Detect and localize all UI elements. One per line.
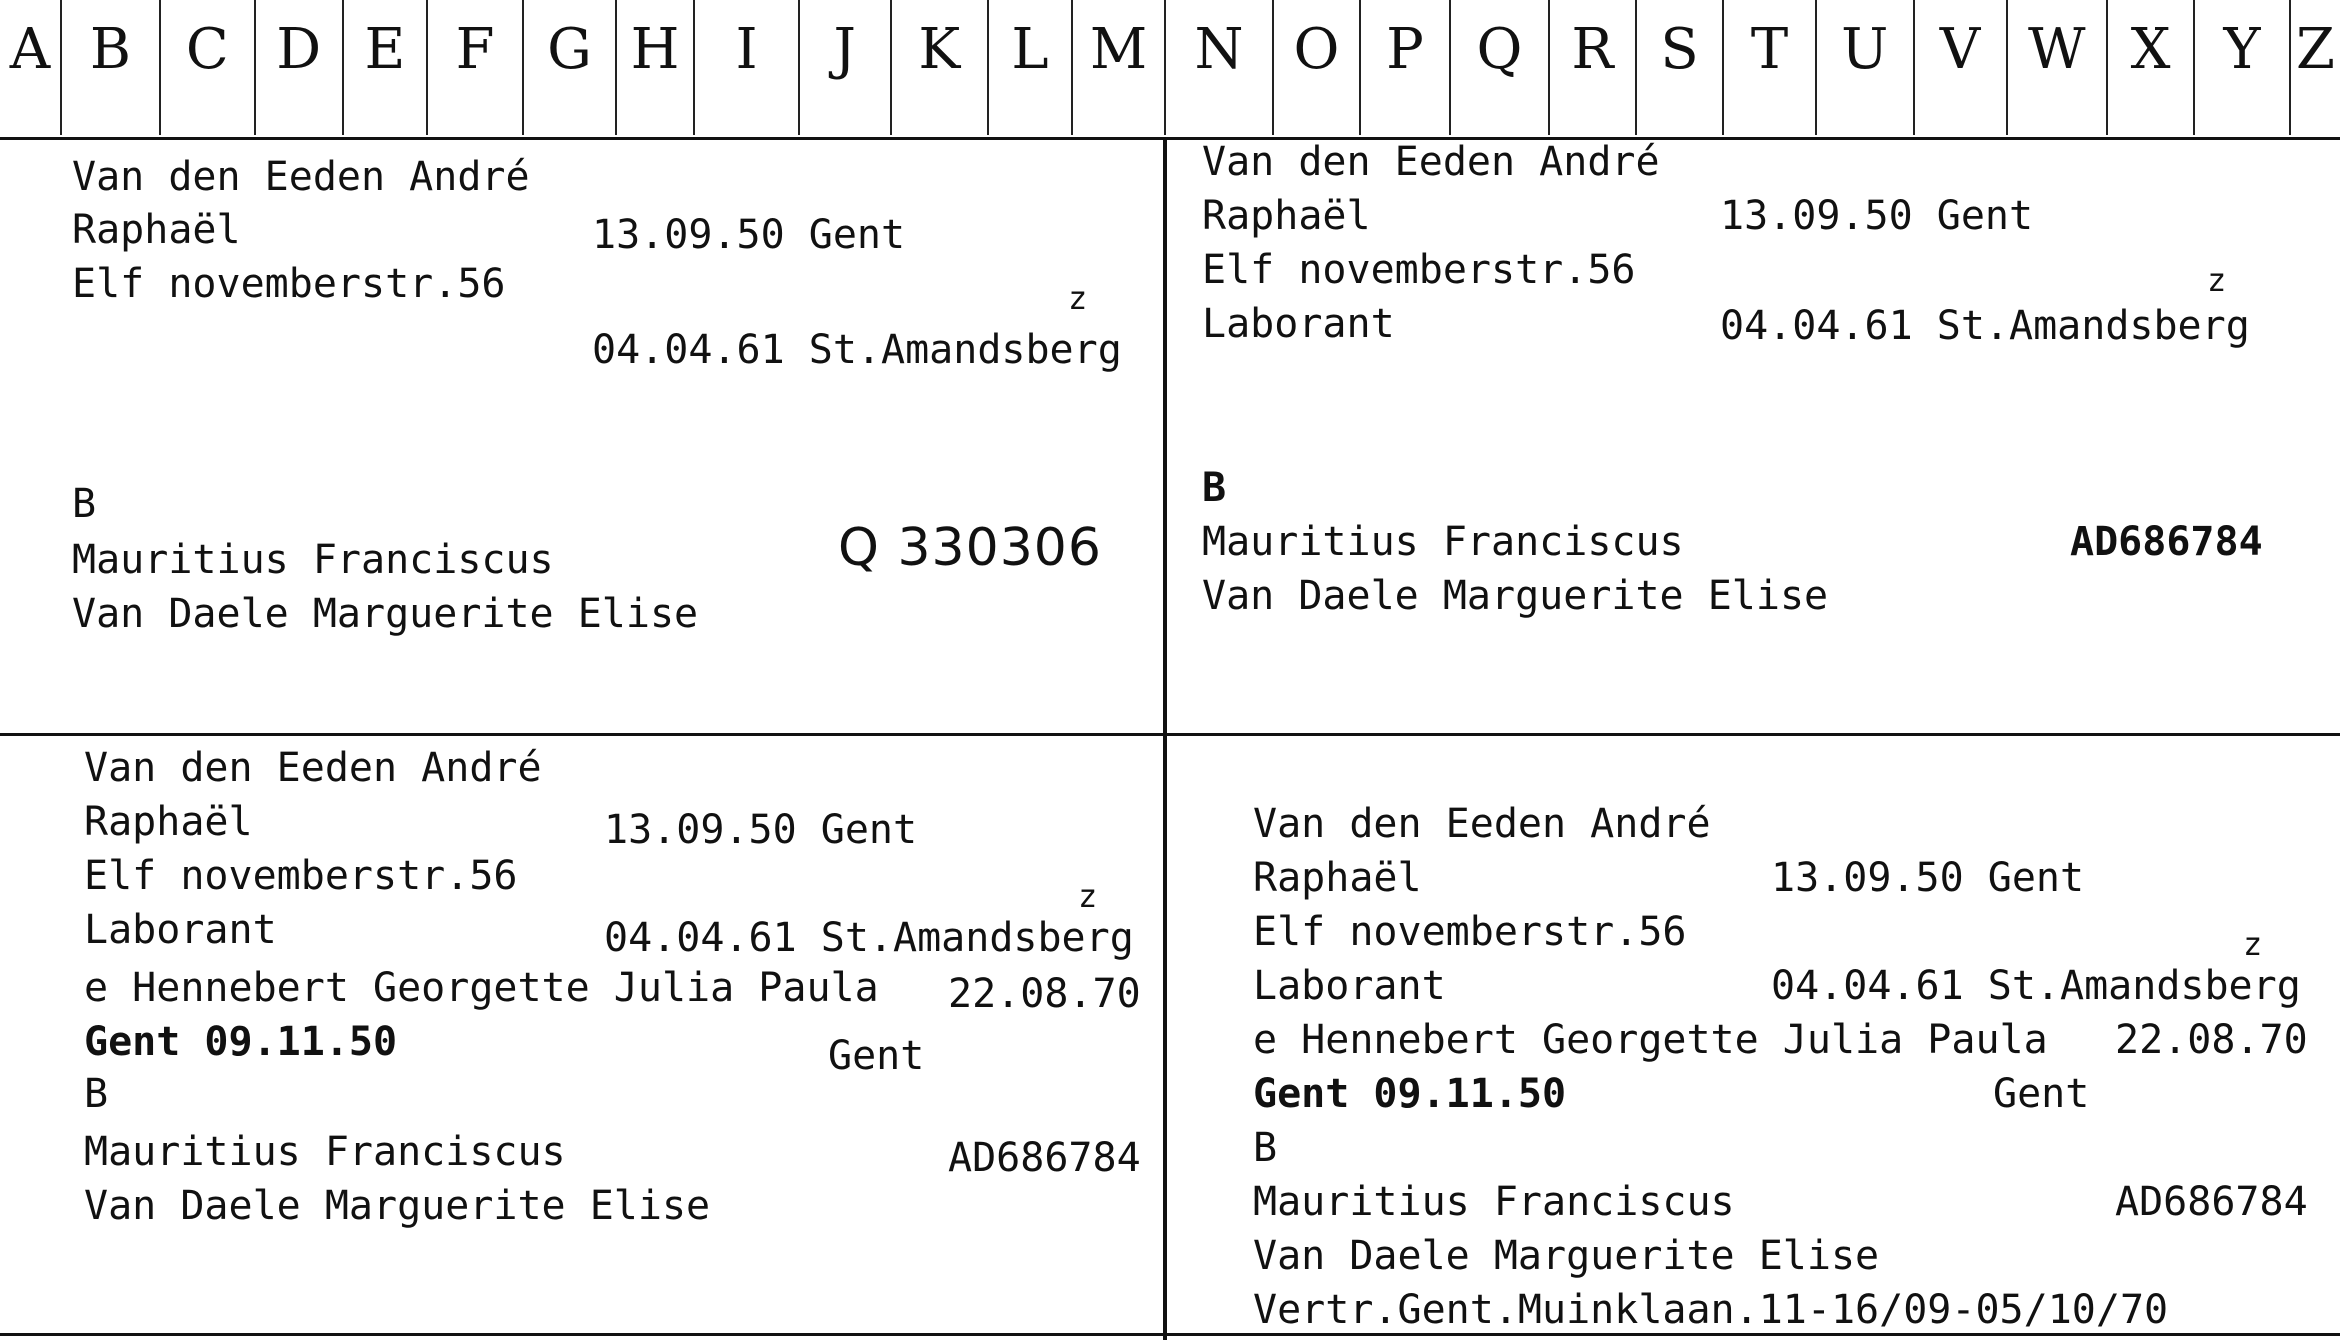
card-occupation: Laborant — [84, 907, 277, 953]
index-letter: O — [1293, 17, 1340, 82]
card-registration: 04.04.61 St.Amandsberg — [1720, 303, 2250, 349]
card-father: Mauritius Franciscus — [1202, 519, 1684, 565]
index-tab-o — [1272, 0, 1359, 135]
card-id-number: AD686784 — [948, 1135, 1141, 1181]
index-letter: K — [918, 17, 961, 82]
card-marker: z — [2207, 261, 2227, 299]
card-spouse: e Hennebert Georgette Julia Paula — [84, 965, 879, 1011]
card-address: Elf novemberstr.56 — [1202, 247, 1636, 293]
card-mother: Van Daele Marguerite Elise — [1202, 573, 1829, 619]
card-mother: Van Daele Marguerite Elise — [84, 1183, 711, 1229]
index-tab-j — [798, 0, 890, 135]
index-letter: J — [833, 17, 856, 82]
card-birth: 13.09.50 Gent — [1771, 855, 2085, 901]
index-letter: B — [89, 17, 132, 82]
card-spouse-place: Gent — [1993, 1071, 2090, 1117]
card-name: Van den Eeden André — [72, 154, 530, 200]
card-address: Elf novemberstr.56 — [84, 853, 518, 899]
index-letter: C — [185, 17, 229, 82]
card-id-number: AD686784 — [2115, 1179, 2308, 1225]
index-tab-q — [1449, 0, 1548, 135]
index-letter: A — [9, 17, 51, 82]
card-occupation: Laborant — [1202, 301, 1395, 347]
index-letter: D — [276, 17, 322, 82]
index-tab-x — [2106, 0, 2193, 135]
card-spouse-date: 22.08.70 — [948, 971, 1141, 1017]
index-tab-u — [1815, 0, 1913, 135]
card-nationality: B — [1253, 1125, 1278, 1171]
index-letter: H — [630, 17, 680, 82]
index-tab-v — [1913, 0, 2006, 135]
card-birth: 13.09.50 Gent — [604, 807, 918, 853]
alphabet-index-strip — [0, 0, 2340, 135]
card-father: Mauritius Franciscus — [1253, 1179, 1735, 1225]
index-tab-m — [1071, 0, 1164, 135]
index-tab-s — [1635, 0, 1722, 135]
index-letter: E — [364, 17, 406, 82]
card-address: Elf novemberstr.56 — [72, 261, 506, 307]
card-occupation: Laborant — [1253, 963, 1446, 1009]
card-mother: Van Daele Marguerite Elise — [72, 591, 699, 637]
card-registration: 04.04.61 St.Amandsberg — [592, 327, 1122, 373]
card-first-names: Raphaël — [1202, 193, 1371, 239]
index-tab-z — [2289, 0, 2340, 135]
index-tab-f — [426, 0, 522, 135]
index-tab-g — [522, 0, 615, 135]
record-card-1 — [0, 140, 1160, 730]
index-tab-p — [1359, 0, 1449, 135]
card-marker: z — [1068, 279, 1088, 317]
card-first-names: Raphaël — [1253, 855, 1422, 901]
index-letter: I — [735, 17, 758, 82]
index-tab-c — [159, 0, 254, 135]
card-first-names: Raphaël — [72, 207, 241, 253]
card-spouse: e Hennebert Georgette Julia Paula — [1253, 1017, 2048, 1063]
record-card-4 — [1167, 736, 2340, 1334]
index-letter: G — [547, 17, 592, 82]
index-tab-w — [2006, 0, 2107, 135]
index-tab-e — [342, 0, 426, 135]
record-card-3 — [0, 736, 1160, 1331]
card-mother: Van Daele Marguerite Elise — [1253, 1233, 1880, 1279]
index-letter: Q — [1476, 17, 1523, 82]
card-spouse-birth: Gent 09.11.50 — [1253, 1071, 1567, 1117]
card-name: Van den Eeden André — [1253, 801, 1711, 847]
card-nationality: B — [1202, 465, 1227, 511]
card-address: Elf novemberstr.56 — [1253, 909, 1687, 955]
index-letter: N — [1194, 17, 1244, 82]
card-father: Mauritius Franciscus — [84, 1129, 566, 1175]
index-letter: W — [2027, 17, 2086, 82]
index-tab-k — [890, 0, 988, 135]
index-tab-b — [60, 0, 159, 135]
index-letter: F — [455, 17, 495, 82]
index-tab-l — [987, 0, 1071, 135]
card-nationality: B — [84, 1071, 109, 1117]
index-letter: X — [2130, 17, 2171, 82]
card-father: Mauritius Franciscus — [72, 537, 554, 583]
card-birth: 13.09.50 Gent — [592, 212, 906, 258]
index-tab-d — [254, 0, 343, 135]
card-registration: 04.04.61 St.Amandsberg — [1771, 963, 2301, 1009]
card-id-number: AD686784 — [2070, 519, 2263, 565]
index-tab-r — [1548, 0, 1635, 135]
index-tab-h — [615, 0, 693, 135]
card-first-names: Raphaël — [84, 799, 253, 845]
card-name: Van den Eeden André — [1202, 139, 1660, 185]
card-birth: 13.09.50 Gent — [1720, 193, 2034, 239]
card-spouse-birth: Gent 09.11.50 — [84, 1019, 398, 1065]
index-letter: V — [1939, 17, 1981, 82]
index-letter: P — [1386, 17, 1424, 82]
index-letter: Y — [2223, 17, 2261, 82]
card-spouse-date: 22.08.70 — [2115, 1017, 2308, 1063]
record-card-2 — [1167, 140, 2340, 730]
index-letter: M — [1089, 17, 1148, 82]
index-tab-a — [0, 0, 60, 135]
index-tab-t — [1722, 0, 1815, 135]
card-note: Vertr.Gent.Muinklaan.11-16/09-05/10/70 — [1253, 1287, 2169, 1333]
card-spouse-place: Gent — [828, 1033, 925, 1079]
card-id-number: Q 330306 — [838, 518, 1102, 578]
index-letter: R — [1571, 17, 1614, 82]
index-letter: T — [1750, 17, 1789, 82]
index-letter: S — [1660, 17, 1699, 82]
card-marker: z — [1078, 877, 1098, 915]
card-marker: z — [2243, 925, 2263, 963]
index-letter: U — [1841, 17, 1889, 82]
index-tab-y — [2193, 0, 2289, 135]
card-name: Van den Eeden André — [84, 745, 542, 791]
index-letter: Z — [2296, 17, 2335, 82]
index-tab-i — [693, 0, 798, 135]
index-tab-n — [1164, 0, 1272, 135]
index-letter: L — [1011, 17, 1049, 82]
card-nationality: B — [72, 481, 97, 527]
card-registration: 04.04.61 St.Amandsberg — [604, 915, 1134, 961]
